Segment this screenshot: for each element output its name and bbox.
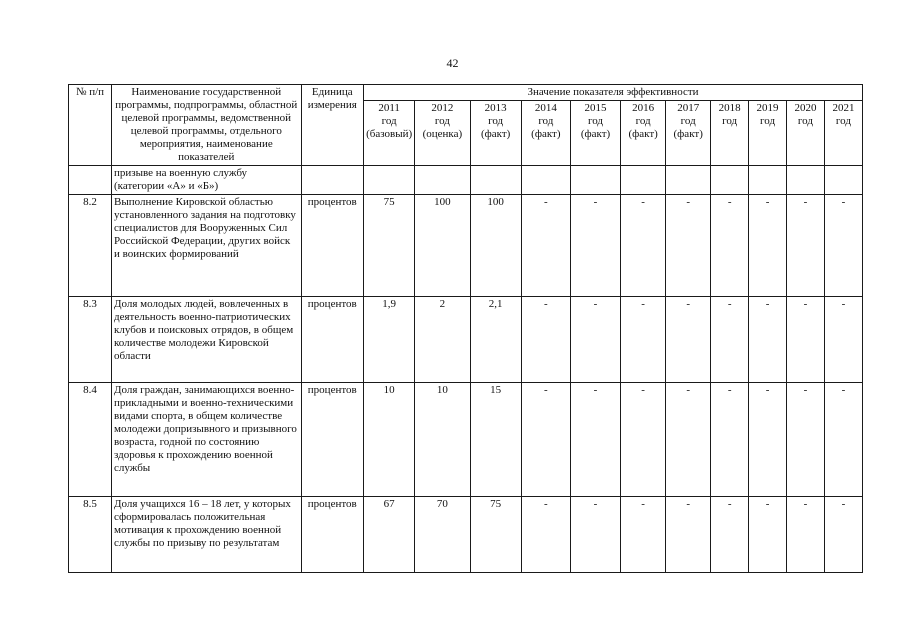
- indicator-name: Доля учащихся 16 – 18 лет, у которых сформировалась положительная мотивация к прохождению военной службы по призыву по результатам: [112, 497, 302, 573]
- year-header-note: (оценка): [422, 128, 463, 140]
- table-row: [69, 166, 863, 195]
- year-header-2016: [621, 101, 666, 166]
- value-cell: -: [711, 195, 749, 297]
- value-cell: -: [749, 297, 787, 383]
- value-cell: 70: [415, 497, 470, 573]
- year-header-2018: [711, 101, 749, 166]
- year-header-word: год: [434, 115, 450, 127]
- row-number: [69, 166, 112, 195]
- value-cell: [364, 166, 415, 195]
- row-number: 8.4: [69, 383, 112, 497]
- value-cell: -: [787, 195, 825, 297]
- value-cell: -: [666, 383, 711, 497]
- row-number: 8.2: [69, 195, 112, 297]
- value-cell: -: [787, 497, 825, 573]
- year-header-word: год: [381, 115, 397, 127]
- value-cell: -: [787, 297, 825, 383]
- header-name: Наименование государственной программы, подпрограммы, областной целевой программы, ведомственной целевой программы, отдельного мероприятия, наименование показателей: [112, 85, 302, 166]
- value-cell: 75: [364, 195, 415, 297]
- table-row: [69, 383, 863, 497]
- value-cell: 100: [415, 195, 470, 297]
- value-cell: -: [570, 383, 620, 497]
- value-cell: [521, 166, 570, 195]
- year-header-year: 2021: [832, 102, 855, 114]
- value-cell: -: [521, 195, 570, 297]
- unit-cell: процентов: [301, 297, 363, 383]
- year-header-year: 2016: [632, 102, 655, 114]
- header-unit: Единица измерения: [301, 85, 363, 166]
- year-header-2019: [749, 101, 787, 166]
- value-cell: -: [570, 297, 620, 383]
- year-header-year: 2014: [534, 102, 557, 114]
- value-cell: -: [570, 195, 620, 297]
- year-header-note: (факт): [673, 128, 703, 140]
- value-cell: -: [749, 497, 787, 573]
- value-cell: -: [621, 195, 666, 297]
- value-cell: -: [621, 297, 666, 383]
- year-header-year: 2019: [756, 102, 779, 114]
- table-body: [69, 166, 863, 573]
- value-cell: -: [521, 497, 570, 573]
- value-cell: [666, 166, 711, 195]
- value-cell: 10: [415, 383, 470, 497]
- year-header-word: год: [680, 115, 696, 127]
- value-cell: [749, 166, 787, 195]
- value-cell: -: [749, 383, 787, 497]
- value-cell: -: [824, 383, 862, 497]
- table-row: [69, 195, 863, 297]
- value-cell: [621, 166, 666, 195]
- value-cell: 67: [364, 497, 415, 573]
- year-header-year: 2017: [677, 102, 700, 114]
- year-header-2021: [824, 101, 862, 166]
- value-cell: -: [621, 383, 666, 497]
- value-cell: [787, 166, 825, 195]
- indicator-name: Выполнение Кировской областью установленного задания на подготовку специалистов для Вооруженных Сил Российской Федерации, других войск и воинских формирований: [112, 195, 302, 297]
- value-cell: -: [711, 383, 749, 497]
- row-number: 8.5: [69, 497, 112, 573]
- value-cell: 100: [470, 195, 521, 297]
- year-header-2013: [470, 101, 521, 166]
- value-cell: [824, 166, 862, 195]
- year-header-word: год: [722, 115, 738, 127]
- value-cell: -: [666, 297, 711, 383]
- table-row: [69, 297, 863, 383]
- year-header-2020: [787, 101, 825, 166]
- header-values: Значение показателя эффективности: [364, 85, 863, 101]
- table-header: [69, 85, 863, 166]
- header-num: № п/п: [69, 85, 112, 166]
- value-cell: -: [666, 497, 711, 573]
- value-cell: [470, 166, 521, 195]
- value-cell: -: [711, 297, 749, 383]
- year-header-word: год: [635, 115, 651, 127]
- unit-cell: процентов: [301, 195, 363, 297]
- value-cell: -: [749, 195, 787, 297]
- value-cell: -: [824, 297, 862, 383]
- year-header-word: год: [797, 115, 813, 127]
- value-cell: [711, 166, 749, 195]
- year-header-year: 2018: [718, 102, 741, 114]
- year-header-2014: [521, 101, 570, 166]
- value-cell: 10: [364, 383, 415, 497]
- table-row: [69, 497, 863, 573]
- year-header-2017: [666, 101, 711, 166]
- value-cell: -: [824, 195, 862, 297]
- page-number: 42: [446, 56, 459, 70]
- year-header-word: год: [538, 115, 554, 127]
- unit-cell: [301, 166, 363, 195]
- year-header-2015: [570, 101, 620, 166]
- value-cell: 15: [470, 383, 521, 497]
- indicator-name: Доля граждан, занимающихся военно-прикладными и военно-техническими видами спорта, в общем количестве молодежи допризывного и призывного возраста, годной по состоянию здоровья к прохождению военной службы: [112, 383, 302, 497]
- value-cell: -: [666, 195, 711, 297]
- value-cell: -: [621, 497, 666, 573]
- value-cell: [415, 166, 470, 195]
- value-cell: -: [824, 497, 862, 573]
- value-cell: 1,9: [364, 297, 415, 383]
- value-cell: [570, 166, 620, 195]
- year-header-2011: [364, 101, 415, 166]
- year-header-word: год: [760, 115, 776, 127]
- value-cell: 2,1: [470, 297, 521, 383]
- year-header-note: (факт): [531, 128, 561, 140]
- year-header-year: 2015: [584, 102, 607, 114]
- year-header-year: 2012: [431, 102, 454, 114]
- year-header-note: (базовый): [366, 128, 413, 140]
- year-header-word: год: [488, 115, 504, 127]
- indicator-name: призыве на военную службу (категории «А» и «Б»): [112, 166, 302, 195]
- value-cell: -: [570, 497, 620, 573]
- value-cell: 75: [470, 497, 521, 573]
- value-cell: -: [711, 497, 749, 573]
- year-header-note: (факт): [580, 128, 611, 140]
- indicators-table: [68, 84, 863, 573]
- value-cell: -: [521, 383, 570, 497]
- value-cell: 2: [415, 297, 470, 383]
- year-header-year: 2011: [378, 102, 400, 114]
- unit-cell: процентов: [301, 497, 363, 573]
- indicator-name: Доля молодых людей, вовлеченных в деятельность военно-патриотических клубов и поисковых отрядов, в общем количестве молодежи Кировской области: [112, 297, 302, 383]
- year-header-year: 2013: [484, 102, 507, 114]
- year-header-year: 2020: [794, 102, 817, 114]
- row-number: 8.3: [69, 297, 112, 383]
- unit-cell: процентов: [301, 383, 363, 497]
- value-cell: -: [521, 297, 570, 383]
- year-header-word: год: [835, 115, 851, 127]
- year-header-note: (факт): [628, 128, 658, 140]
- year-header-word: год: [587, 115, 604, 127]
- year-header-2012: [415, 101, 470, 166]
- year-header-note: (факт): [480, 128, 511, 140]
- value-cell: -: [787, 383, 825, 497]
